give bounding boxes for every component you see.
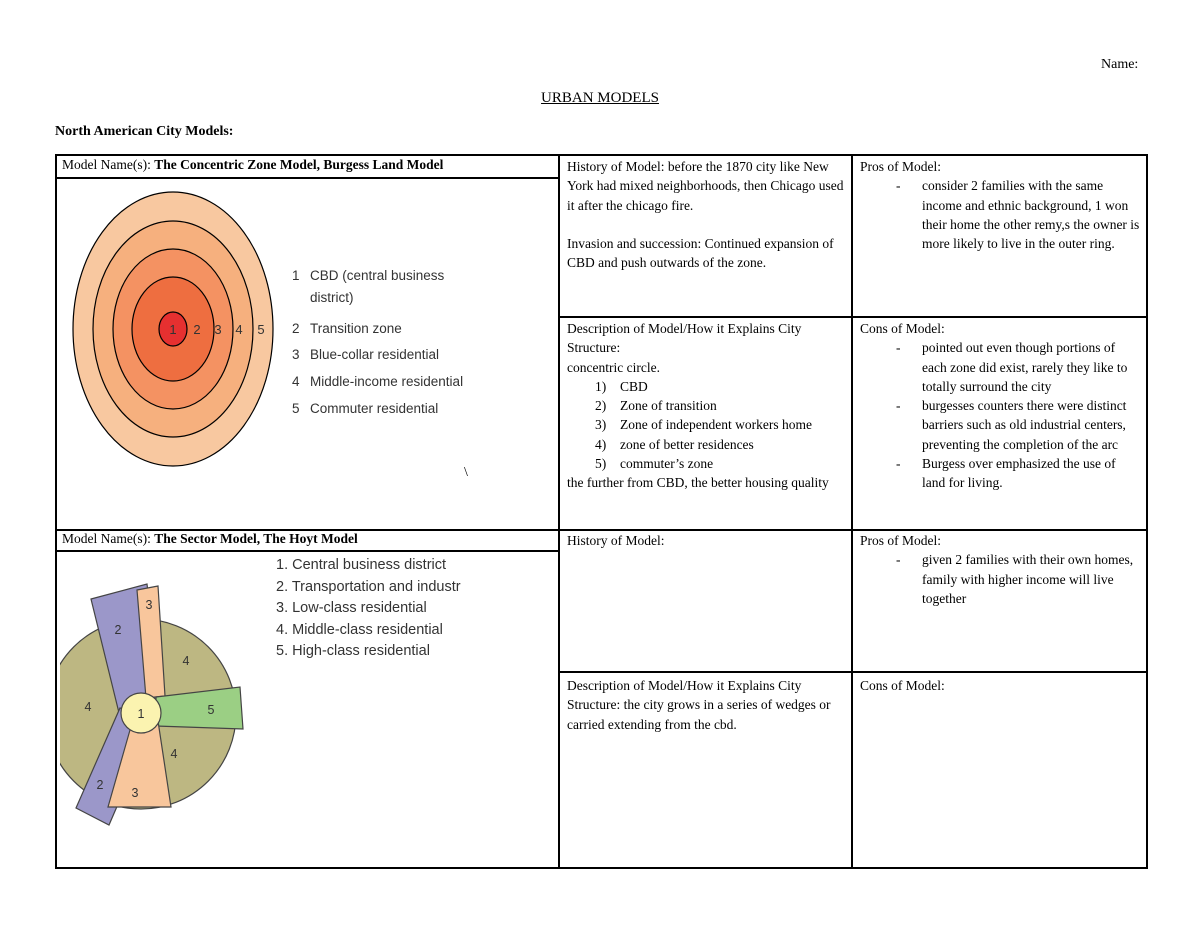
zone-item: 3) Zone of independent workers home bbox=[595, 417, 812, 433]
legend-text: Commuter residential bbox=[310, 401, 439, 416]
sector-label: 3 bbox=[131, 786, 139, 800]
sector-label: 2 bbox=[96, 778, 104, 792]
sector-label: 4 bbox=[182, 654, 190, 668]
row-divider bbox=[558, 671, 1148, 673]
model2-pros bbox=[860, 531, 1142, 669]
legend-number: 1 bbox=[292, 268, 300, 283]
model1-pros bbox=[860, 157, 1142, 315]
model2-description bbox=[567, 676, 845, 866]
row-divider bbox=[55, 550, 560, 552]
legend-text: 1. Central business district bbox=[276, 557, 447, 573]
sector-label: 4 bbox=[170, 747, 178, 761]
cons-label: Cons of Model: bbox=[860, 678, 945, 693]
legend-text: 5. High-class residential bbox=[276, 643, 430, 659]
history-label: History of Model: bbox=[567, 533, 665, 548]
legend-number: 5 bbox=[292, 401, 300, 416]
sector-label: 4 bbox=[84, 700, 92, 714]
legend-text: 4. Middle-class residential bbox=[276, 622, 443, 638]
model2-history bbox=[567, 531, 847, 669]
cons-label: Cons of Model: bbox=[860, 321, 945, 336]
model2-cons bbox=[860, 676, 1142, 866]
section-heading: North American City Models: bbox=[55, 124, 234, 139]
invasion-succession-text: Invasion and succession: Continued expansion of CBD and push outwards of the zone. bbox=[567, 235, 834, 271]
pros-item: - consider 2 families with the same income and ethnic background, 1 won their home the other remy,s the owner is more likely to live in the outer ring. bbox=[860, 176, 1142, 253]
description-label: Description of Model/How it Explains City Structure: bbox=[567, 321, 802, 356]
model1-description bbox=[567, 319, 847, 529]
stray-mark: \ bbox=[464, 465, 468, 480]
model1-name: Model Name(s): The Concentric Zone Model, Burgess Land Model bbox=[62, 157, 444, 172]
sector-label: 3 bbox=[145, 598, 153, 612]
ring-number: 2 bbox=[193, 322, 201, 337]
sector-legend bbox=[276, 557, 461, 659]
cons-item: - pointed out even though portions of each zone did exist, rarely they like to totally surround the city bbox=[860, 338, 1142, 396]
model2-name: Model Name(s): The Sector Model, The Hoyt Model bbox=[62, 531, 358, 546]
model1-cons bbox=[860, 319, 1142, 529]
ring-number: 1 bbox=[169, 322, 177, 337]
description-text: Description of Model/How it Explains City Structure: the city grows in a series of wedges or carried extending from the cbd. bbox=[567, 678, 831, 732]
legend-text: Transition zone bbox=[310, 321, 402, 336]
legend-text: 2. Transportation and industr bbox=[276, 579, 461, 595]
pros-item: - given 2 families with their own homes, family with higher income will live together bbox=[860, 550, 1142, 608]
page-title: URBAN MODELS bbox=[541, 90, 659, 106]
column-divider bbox=[851, 154, 853, 869]
concentric-zone-diagram bbox=[60, 182, 530, 522]
concentric-legend bbox=[292, 268, 463, 416]
pros-label: Pros of Model: bbox=[860, 159, 941, 174]
row-divider bbox=[558, 316, 1148, 318]
cons-item: - Burgess over emphasized the use of land for living. bbox=[860, 454, 1142, 493]
legend-number: 2 bbox=[292, 321, 300, 336]
zone-item: 4) zone of better residences bbox=[595, 436, 754, 452]
history-text: History of Model: before the 1870 city like New York had mixed neighborhoods, then Chicago used it after the chicago fire. bbox=[567, 159, 844, 213]
row-divider bbox=[55, 177, 560, 179]
legend-number: 4 bbox=[292, 374, 300, 389]
description-outro: the further from CBD, the better housing quality bbox=[567, 475, 829, 491]
zone-item: 1) CBD bbox=[595, 378, 648, 394]
ring-number: 5 bbox=[257, 322, 265, 337]
legend-text: CBD (central business bbox=[310, 268, 445, 283]
name-label: Name: bbox=[1101, 57, 1139, 72]
zone-item: 5) commuter’s zone bbox=[595, 456, 714, 472]
ring-number: 4 bbox=[235, 322, 243, 337]
pros-label: Pros of Model: bbox=[860, 533, 941, 548]
zone-item: 2) Zone of transition bbox=[595, 398, 717, 414]
description-intro: concentric circle. bbox=[567, 359, 660, 375]
sector-label: 1 bbox=[137, 707, 145, 721]
sector-label: 5 bbox=[207, 703, 215, 717]
legend-text: Blue-collar residential bbox=[310, 347, 440, 362]
ring-number: 3 bbox=[214, 322, 222, 337]
legend-text: district) bbox=[310, 290, 354, 305]
cons-item: - burgesses counters there were distinct barriers such as old industrial centers, preventing the completion of the arc bbox=[860, 396, 1142, 454]
legend-text: Middle-income residential bbox=[310, 374, 464, 389]
legend-number: 3 bbox=[292, 347, 300, 362]
legend-text: 3. Low-class residential bbox=[276, 600, 427, 616]
sector-label: 2 bbox=[114, 623, 122, 637]
model1-history bbox=[567, 157, 845, 315]
sector-model-diagram bbox=[60, 553, 550, 865]
column-divider bbox=[558, 154, 560, 869]
